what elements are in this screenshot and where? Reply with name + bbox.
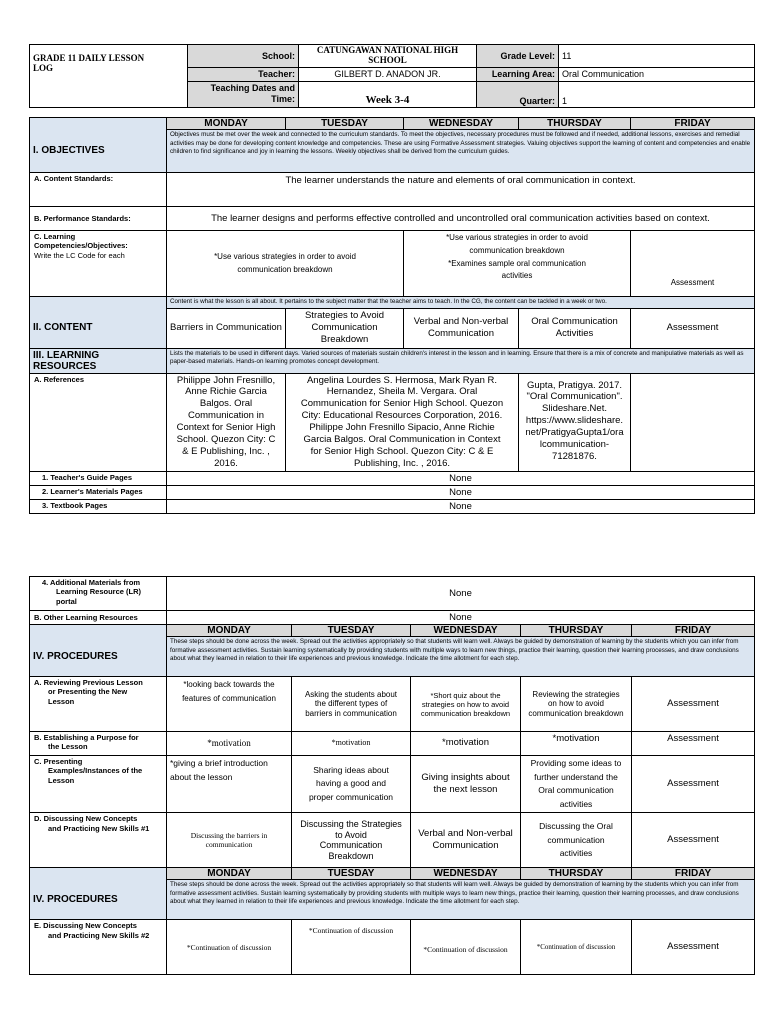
learners-materials-label: 2. Learner's Materials Pages [30, 485, 167, 499]
procedures-note-2: These steps should be done across the week. Spread out the activities appropriately so that students will learn well. Always be guided by demonstration of learning by the students which you can infer from formative assessment activities. Sustain learning systematically by providing students with multiple ways to learn new things, practice their learning, question their learning processes, and draw conclusions about what they learned in relation to their life experiences and previous knowledge. Indicate the time allotment for each step. [167, 880, 755, 920]
discussing-2-wed: *Continuation of discussion [411, 920, 521, 975]
quarter-label: Quarter: [477, 81, 559, 107]
quarter-value: 1 [559, 81, 755, 107]
establishing-purpose-label: B. Establishing a Purpose for the Lesson [30, 732, 167, 756]
references-fri [631, 373, 755, 471]
teaching-dates-value: Week 3-4 [299, 81, 477, 107]
purpose-tue: *motivation [292, 732, 411, 756]
discussing-concepts-1-label: D. Discussing New Concepts and Practicing New Skills #1 [30, 813, 167, 868]
content-wed: Verbal and Non-verbal Communication [404, 308, 519, 348]
textbook-pages-label: 3. Textbook Pages [30, 499, 167, 513]
discussing-1-mon: Discussing the barriers in communication [167, 813, 292, 868]
discussing-2-tue: *Continuation of discussion [292, 920, 411, 975]
presenting-examples-label: C. Presenting Examples/Instances of the Lesson [30, 756, 167, 813]
procedures-day-spacer [30, 625, 167, 637]
learners-materials-value: None [167, 485, 755, 499]
content-tue: Strategies to Avoid Communication Breakdown [286, 308, 404, 348]
procedures-heading-2: IV. PROCEDURES [30, 880, 167, 920]
presenting-tue: Sharing ideas about having a good and proper communication [292, 756, 411, 813]
day-wednesday-3: WEDNESDAY [411, 868, 521, 880]
school-value: CATUNGAWAN NATIONAL HIGH SCHOOL [299, 45, 477, 68]
purpose-thu: *motivation [521, 732, 632, 756]
teacher-label: Teacher: [188, 67, 299, 81]
content-standards-value: The learner understands the nature and elements of oral communication in context. [167, 173, 755, 207]
content-thu: Oral Communication Activities [519, 308, 631, 348]
reviewing-tue: Asking the students about the different types of barriers in communication [292, 677, 411, 732]
content-standards-label: A. Content Standards: [30, 173, 167, 207]
content-note: Content is what the lesson is all about. It pertains to the subject matter that the teacher aims to teach. In the CG, the content can be tackled in a week or two. [167, 297, 755, 309]
other-resources-value: None [167, 611, 755, 625]
references-label: A. References [30, 373, 167, 471]
school-label: School: [188, 45, 299, 68]
teachers-guide-label: 1. Teacher's Guide Pages [30, 471, 167, 485]
header-table [29, 44, 755, 108]
lesson-table-page1 [29, 117, 755, 514]
reviewing-fri: Assessment [632, 677, 755, 732]
day-wednesday-2: WEDNESDAY [411, 625, 521, 637]
day-friday: FRIDAY [631, 118, 755, 130]
discussing-1-tue: Discussing the Strategies to Avoid Communication Breakdown [292, 813, 411, 868]
reviewing-mon: *looking back towards the features of communication [167, 677, 292, 732]
content-heading: II. CONTENT [30, 308, 167, 348]
textbook-pages-value: None [167, 499, 755, 513]
references-mon: Philippe John Fresnillo, Anne Richie Garcia Balgos. Oral Communication in Context for Senior High School. Quezon City: C & E Publishing, Inc. , 2016. [167, 373, 286, 471]
references-thu: Gupta, Pratigya. 2017. "Oral Communication". Slideshare.Net. https://www.slideshare. net/PratigyaGupta1/ora lcommunication- 71281876. [519, 373, 631, 471]
day-friday-3: FRIDAY [632, 868, 755, 880]
purpose-mon: *motivation [167, 732, 292, 756]
purpose-fri: Assessment [632, 732, 755, 756]
objectives-heading: I. OBJECTIVES [30, 130, 167, 173]
day-monday-3: MONDAY [167, 868, 292, 880]
presenting-fri: Assessment [632, 756, 755, 813]
competencies-mon-tue: *Use various strategies in order to avoid communication breakdown [167, 231, 404, 297]
reviewing-thu: Reviewing the strategies on how to avoid communication breakdown [521, 677, 632, 732]
content-fri: Assessment [631, 308, 755, 348]
learning-competencies-label: C. Learning Competencies/Objectives: Write the LC Code for each [30, 231, 167, 297]
teacher-value: GILBERT D. ANADON JR. [299, 67, 477, 81]
day-tuesday: TUESDAY [286, 118, 404, 130]
teachers-guide-value: None [167, 471, 755, 485]
objectives-day-spacer [30, 118, 167, 130]
references-tue-wed: Angelina Lourdes S. Hermosa, Mark Ryan R. Hernandez, Sheila M. Vergara. Oral Communication for Senior High School. Quezon City: Educational Resources Corporation, 2016. Philippe John Fresnillo Sipacio, Anne Richie Garcia Balgos. Oral Communication in Context for Senior High School. Quezon City: C & E Publishing, Inc. , 2016. [286, 373, 519, 471]
day-wednesday: WEDNESDAY [404, 118, 519, 130]
day-monday-2: MONDAY [167, 625, 292, 637]
performance-standards-label: B. Performance Standards: [30, 207, 167, 231]
procedures-heading: IV. PROCEDURES [30, 637, 167, 677]
discussing-2-fri: Assessment [632, 920, 755, 975]
presenting-wed: Giving insights about the next lesson [411, 756, 521, 813]
discussing-2-mon: *Continuation of discussion [167, 920, 292, 975]
grade-level-value: 11 [559, 45, 755, 68]
procedures-note: These steps should be done across the week. Spread out the activities appropriately so that students will learn well. Always be guided by demonstration of learning by the students which you can infer from formative assessment activities. Sustain learning systematically by providing students with multiple ways to learn new things, practice their learning, question their learning processes, and draw conclusions about what they learned in relation to their life experiences and previous knowledge. Indicate the time allotment for each step. [167, 637, 755, 677]
discussing-concepts-2-label: E. Discussing New Concepts and Practicing New Skills #2 [30, 920, 167, 975]
reviewing-wed: *Short quiz about the strategies on how to avoid communication breakdown [411, 677, 521, 732]
day-thursday-2: THURSDAY [521, 625, 632, 637]
discussing-1-thu: Discussing the Oral communication activities [521, 813, 632, 868]
presenting-mon: *giving a brief introduction about the lesson [167, 756, 292, 813]
grade-level-label: Grade Level: [477, 45, 559, 68]
objectives-note: Objectives must be met over the week and connected to the curriculum standards. To meet the objectives, necessary procedures must be followed and if needed, additional lessons, exercises and remedial activities may be done for developing content knowledge and competencies. These are using Formative Assessment strategies. Valuing objectives support the learning of content and competencies and enable children to find significance and joy in learning the lessons. Weekly objectives shall be derived from the curriculum guides. [167, 130, 755, 173]
presenting-thu: Providing some ideas to further understand the Oral communication activities [521, 756, 632, 813]
learning-area-label: Learning Area: [477, 67, 559, 81]
learning-resources-note: Lists the materials to be used in different days. Varied sources of materials sustain children's interest in the lesson and in learning. Ensure that there is a mix of concrete and manipulative materials as well as paper-based materials. Hands-on learning promotes concept development. [167, 348, 755, 373]
procedures-day-spacer-2 [30, 868, 167, 880]
day-tuesday-3: TUESDAY [292, 868, 411, 880]
competencies-fri: Assessment [631, 231, 755, 297]
performance-standards-value: The learner designs and performs effective controlled and uncontrolled oral communication activities based on context. [167, 207, 755, 231]
day-monday: MONDAY [167, 118, 286, 130]
content-heading-spacer [30, 297, 167, 309]
day-tuesday-2: TUESDAY [292, 625, 411, 637]
purpose-wed: *motivation [411, 732, 521, 756]
day-thursday: THURSDAY [519, 118, 631, 130]
content-mon: Barriers in Communication [167, 308, 286, 348]
discussing-2-thu: *Continuation of discussion [521, 920, 632, 975]
lesson-table-page2 [29, 576, 755, 975]
discussing-1-wed: Verbal and Non-verbal Communication [411, 813, 521, 868]
learning-resources-heading: III. LEARNING RESOURCES [30, 348, 167, 373]
competencies-wed-thu: *Use various strategies in order to avoid communication breakdown *Examines sample oral communication activities [404, 231, 631, 297]
lesson-log-title: GRADE 11 DAILY LESSON LOG [30, 45, 188, 108]
learning-area-value: Oral Communication [559, 67, 755, 81]
lr-portal-label: 4. Additional Materials from Learning Resource (LR) portal [30, 577, 167, 611]
teaching-dates-label: Teaching Dates and Time: [188, 81, 299, 107]
other-resources-label: B. Other Learning Resources [30, 611, 167, 625]
day-thursday-3: THURSDAY [521, 868, 632, 880]
lr-portal-value: None [167, 577, 755, 611]
discussing-1-fri: Assessment [632, 813, 755, 868]
day-friday-2: FRIDAY [632, 625, 755, 637]
reviewing-lesson-label: A. Reviewing Previous Lesson or Presenting the New Lesson [30, 677, 167, 732]
